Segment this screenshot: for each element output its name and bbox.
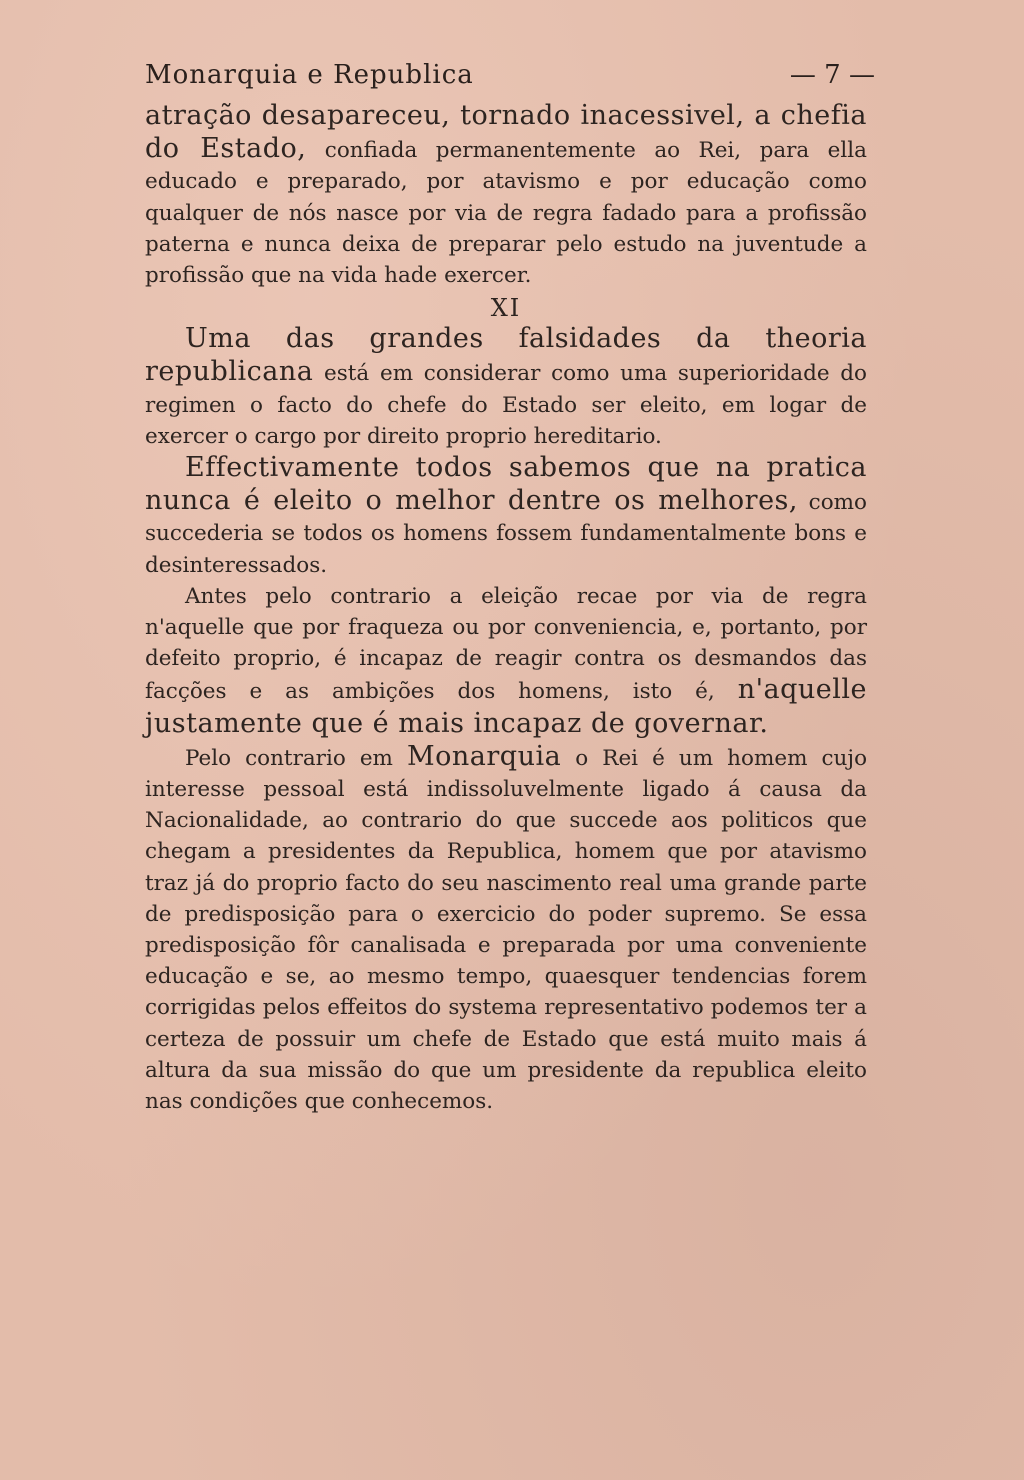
paragraph-1-lead: atração desapareceu, tornado inacessivel, a chefia do Estado,	[145, 100, 867, 165]
paragraph-2-lead: Uma das grandes falsidades da theoria republicana	[145, 323, 867, 388]
paragraph-4	[145, 581, 867, 741]
paragraph-4-body: Antes pelo contrario a eleição recae por via de regra n'aquelle que por fraqueza ou por conveniencia, e, portanto, por defeito proprio, é incapaz de reagir contra os desmandos das facções e as ambições dos homens, isto é,	[145, 583, 867, 705]
page-number: — 7 —	[789, 60, 875, 90]
paragraph-5-rest: o Rei é um homem cujo interesse pessoal está indissoluvelmente ligado á causa da Nacionalidade, ao contrario do que succede aos politicos que chegam a presidentes da Republica, homem que por atavismo traz já do proprio facto do seu nascimento real uma grande parte de predisposição para o exercicio do poder supremo. Se essa predisposição fôr canalisada e preparada por uma conveniente educação e se, ao mesmo tempo, quaesquer tendencias forem corrigidas pelos effeitos do systema representativo podemos ter a certeza de possuir um chefe de Estado que está muito mais á altura da sua missão do que um presidente da republica eleito nas condições que conhecemos.	[145, 745, 868, 1115]
paragraph-5-body: Pelo contrario em	[185, 745, 407, 771]
paragraph-3	[145, 452, 867, 581]
paragraph-2-body: está em considerar como uma superioridade do regimen o facto do chefe do Estado ser eleito, em logar de exercer o cargo por direito proprio hereditario.	[145, 361, 867, 449]
paragraph-1	[145, 100, 867, 291]
running-title: Monarquia e Republica	[145, 60, 474, 90]
paragraph-4-tail: n'aquelle justamente que é mais incapaz de governar.	[145, 674, 867, 739]
paragraph-3-lead: Effectivamente todos sabemos que na pratica nunca é eleito o melhor dentre os melhores,	[145, 452, 867, 517]
paragraph-1-body: confiada permanentemente ao Rei, para ella educado e preparado, por atavismo e por educação como qualquer de nós nasce por via de regra fadado para a profissão paterna e nunca deixa de preparar pelo estudo na juventude a profissão que na vida hade exercer.	[145, 138, 867, 289]
page-header	[145, 60, 875, 100]
paragraph-5-emph: Monarquia	[407, 740, 562, 772]
body-text	[145, 100, 867, 1117]
paragraph-2	[145, 323, 867, 452]
paragraph-5	[145, 741, 867, 1117]
paragraph-3-body: como succederia se todos os homens fossem fundamentalmente bons e desinteressados.	[145, 490, 867, 578]
section-number: XI	[490, 294, 522, 323]
